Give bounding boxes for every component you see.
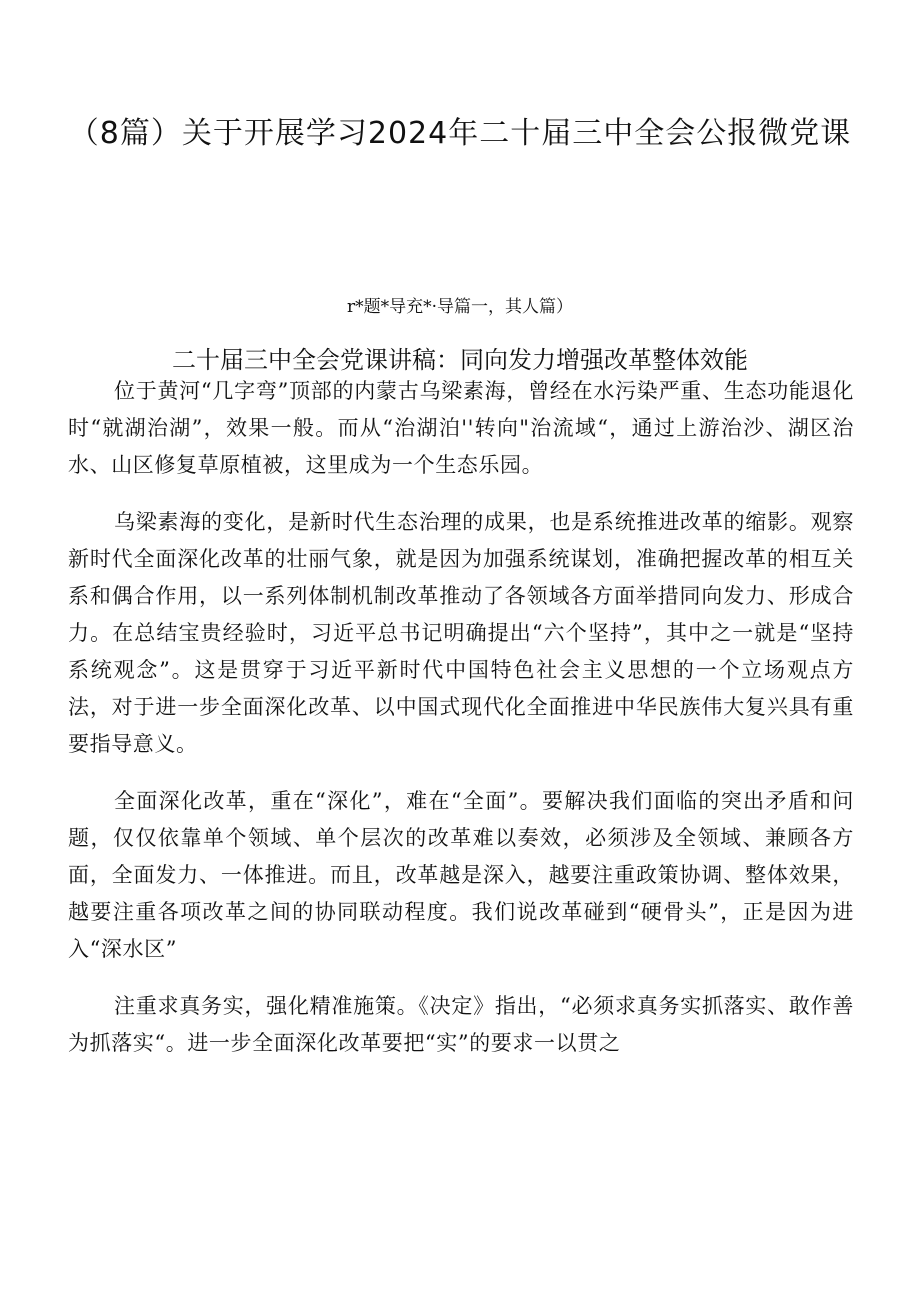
body-text <box>68 373 854 1082</box>
document-title: （8篇）关于开展学习2024年二十届三中全会公报微党课 <box>68 116 852 151</box>
toc-line: r*题*导充*·导篇一，其人篇） <box>346 297 574 317</box>
paragraph-2: 乌梁素海的变化，是新时代生态治理的成果，也是系统推进改革的缩影。观察新时代全面深化改革的壮丽气象，就是因为加强系统谋划，准确把握改革的相互关系和偶合作用，以一系列体制机制改革推动了各领域各方面举措同向发力、形成合力。在总结宝贵经验时，习近平总书记明确提出“六个坚持”，其中之一就是“坚持系统观念”。这是贯穿于习近平新时代中国特色社会主义思想的一个立场观点方法，对于进一步全面深化改革、以中国式现代化全面推进中华民族伟大复兴具有重要指导意义。 <box>68 510 854 756</box>
paragraph-1: 位于黄河“几字弯”顶部的内蒙古乌梁素海，曾经在水污染严重、生态功能退化时“就湖治湖”，效果一般。而从“治湖泊''转向"治流域“，通过上游治沙、湖区治水、山区修复草原植被，这里成为一个生态乐园。 <box>68 379 854 477</box>
paragraph-3: 全面深化改革，重在“深化”，难在“全面”。要解决我们面临的突出矛盾和问题，仅仅依靠单个领域、单个层次的改革难以奏效，必须涉及全领域、兼顾各方面，全面发力、一体推进。而且，改革越是深入，越要注重政策协调、整体效果，越要注重各项改革之间的协同联动程度。我们说改革碰到“硬骨头”，正是因为进入“深水区” <box>68 789 854 961</box>
section-heading: 二十届三中全会党课讲稿：同向发力增强改革整体效能 <box>172 346 748 374</box>
paragraph-4: 注重求真务实，强化精准施策。《决定》指出，“必须求真务实抓落实、敢作善为抓落实“。进一步全面深化改革要把“实”的要求一以贯之 <box>68 994 854 1055</box>
